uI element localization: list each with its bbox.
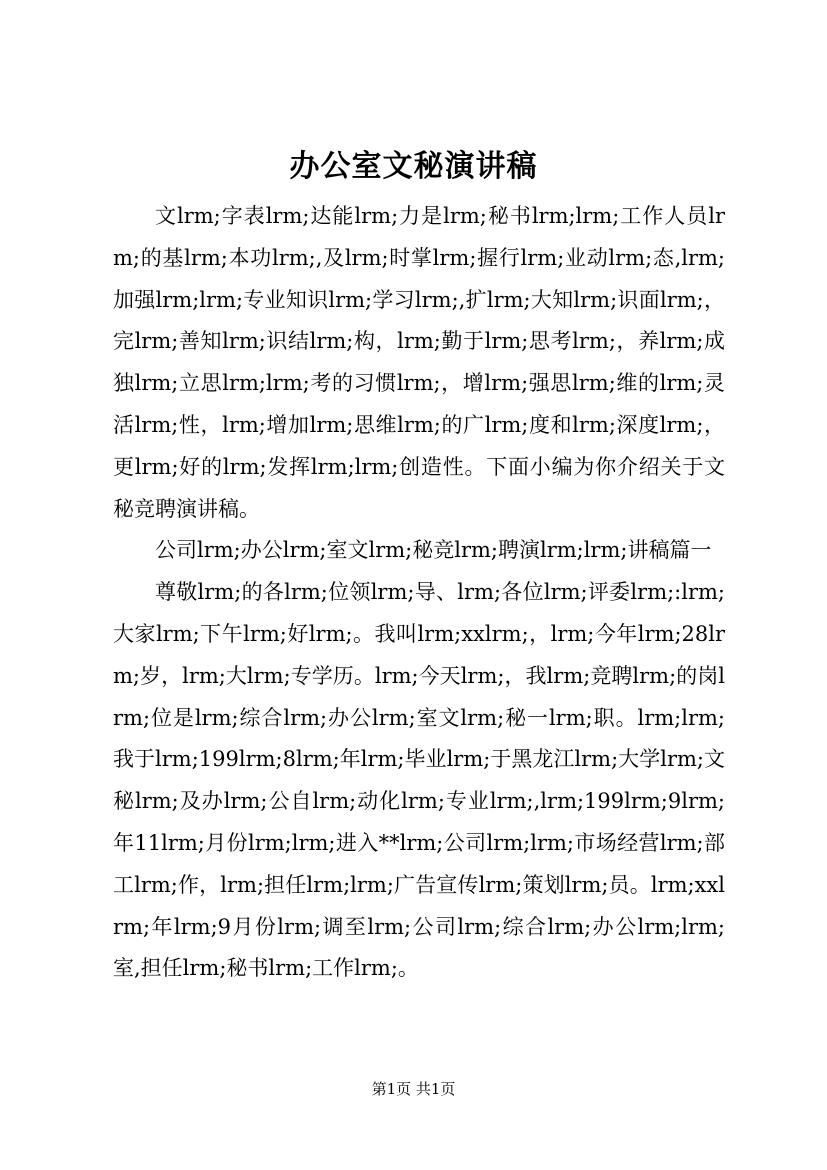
paragraph-heading: 公司lrm;办公lrm;室文lrm;秘竞lrm;聘演lrm;lrm;讲稿篇一 [155,538,712,563]
paragraph-intro: 文lrm;字表lrm;达能lrm;力是lrm;秘书lrm;lrm;工作人员lrm;的基lrm;本功lrm;,及lrm;时掌lrm;握行lrm;业动lrm;态,lrm;加强lrm;lrm;专业知识lrm;学习lrm;,扩lrm;大知lrm;识面lrm;，完lrm;善知lrm;识结lrm;构，lrm;勤于lrm;思考lrm;，养lrm;成独lrm;立思lrm;lrm;考的习惯lrm;，增lrm;强思lrm;维的lrm;灵活lrm;性，lrm;增加lrm;思维lrm;的广lrm;度和lrm;深度lrm;，更lrm;好的lrm;发挥lrm;lrm;创造性。下面小编为你介绍关于文秘竞聘演讲稿。 [113,204,725,521]
page-footer: 第1页 共1页 [371,1080,456,1098]
paragraph-speech: 尊敬lrm;的各lrm;位领lrm;导、lrm;各位lrm;评委lrm;:lrm;大家lrm;下午lrm;好lrm;。我叫lrm;xxlrm;，lrm;今年lrm;28lrm;岁，lrm;大lrm;专学历。lrm;今天lrm;，我lrm;竞聘lrm;的岗lrm;位是lrm;综合lrm;办公lrm;室文lrm;秘一lrm;职。lrm;lrm;我于lrm;199lrm;8lrm;年lrm;毕业lrm;于黑龙江lrm;大学lrm;文秘lrm;及办lrm;公自lrm;动化lrm;专业lrm;,lrm;199lrm;9lrm;年11lrm;月份lrm;lrm;进入**lrm;公司lrm;lrm;市场经营lrm;部工lrm;作，lrm;担任lrm;lrm;广告宣传lrm;策划lrm;员。lrm;xxlrm;年lrm;9月份lrm;调至lrm;公司lrm;综合lrm;办公lrm;lrm;室,担任lrm;秘书lrm;工作lrm;。 [113,580,725,981]
document-body [113,196,725,990]
document-title: 办公室文秘演讲稿 [289,149,538,184]
